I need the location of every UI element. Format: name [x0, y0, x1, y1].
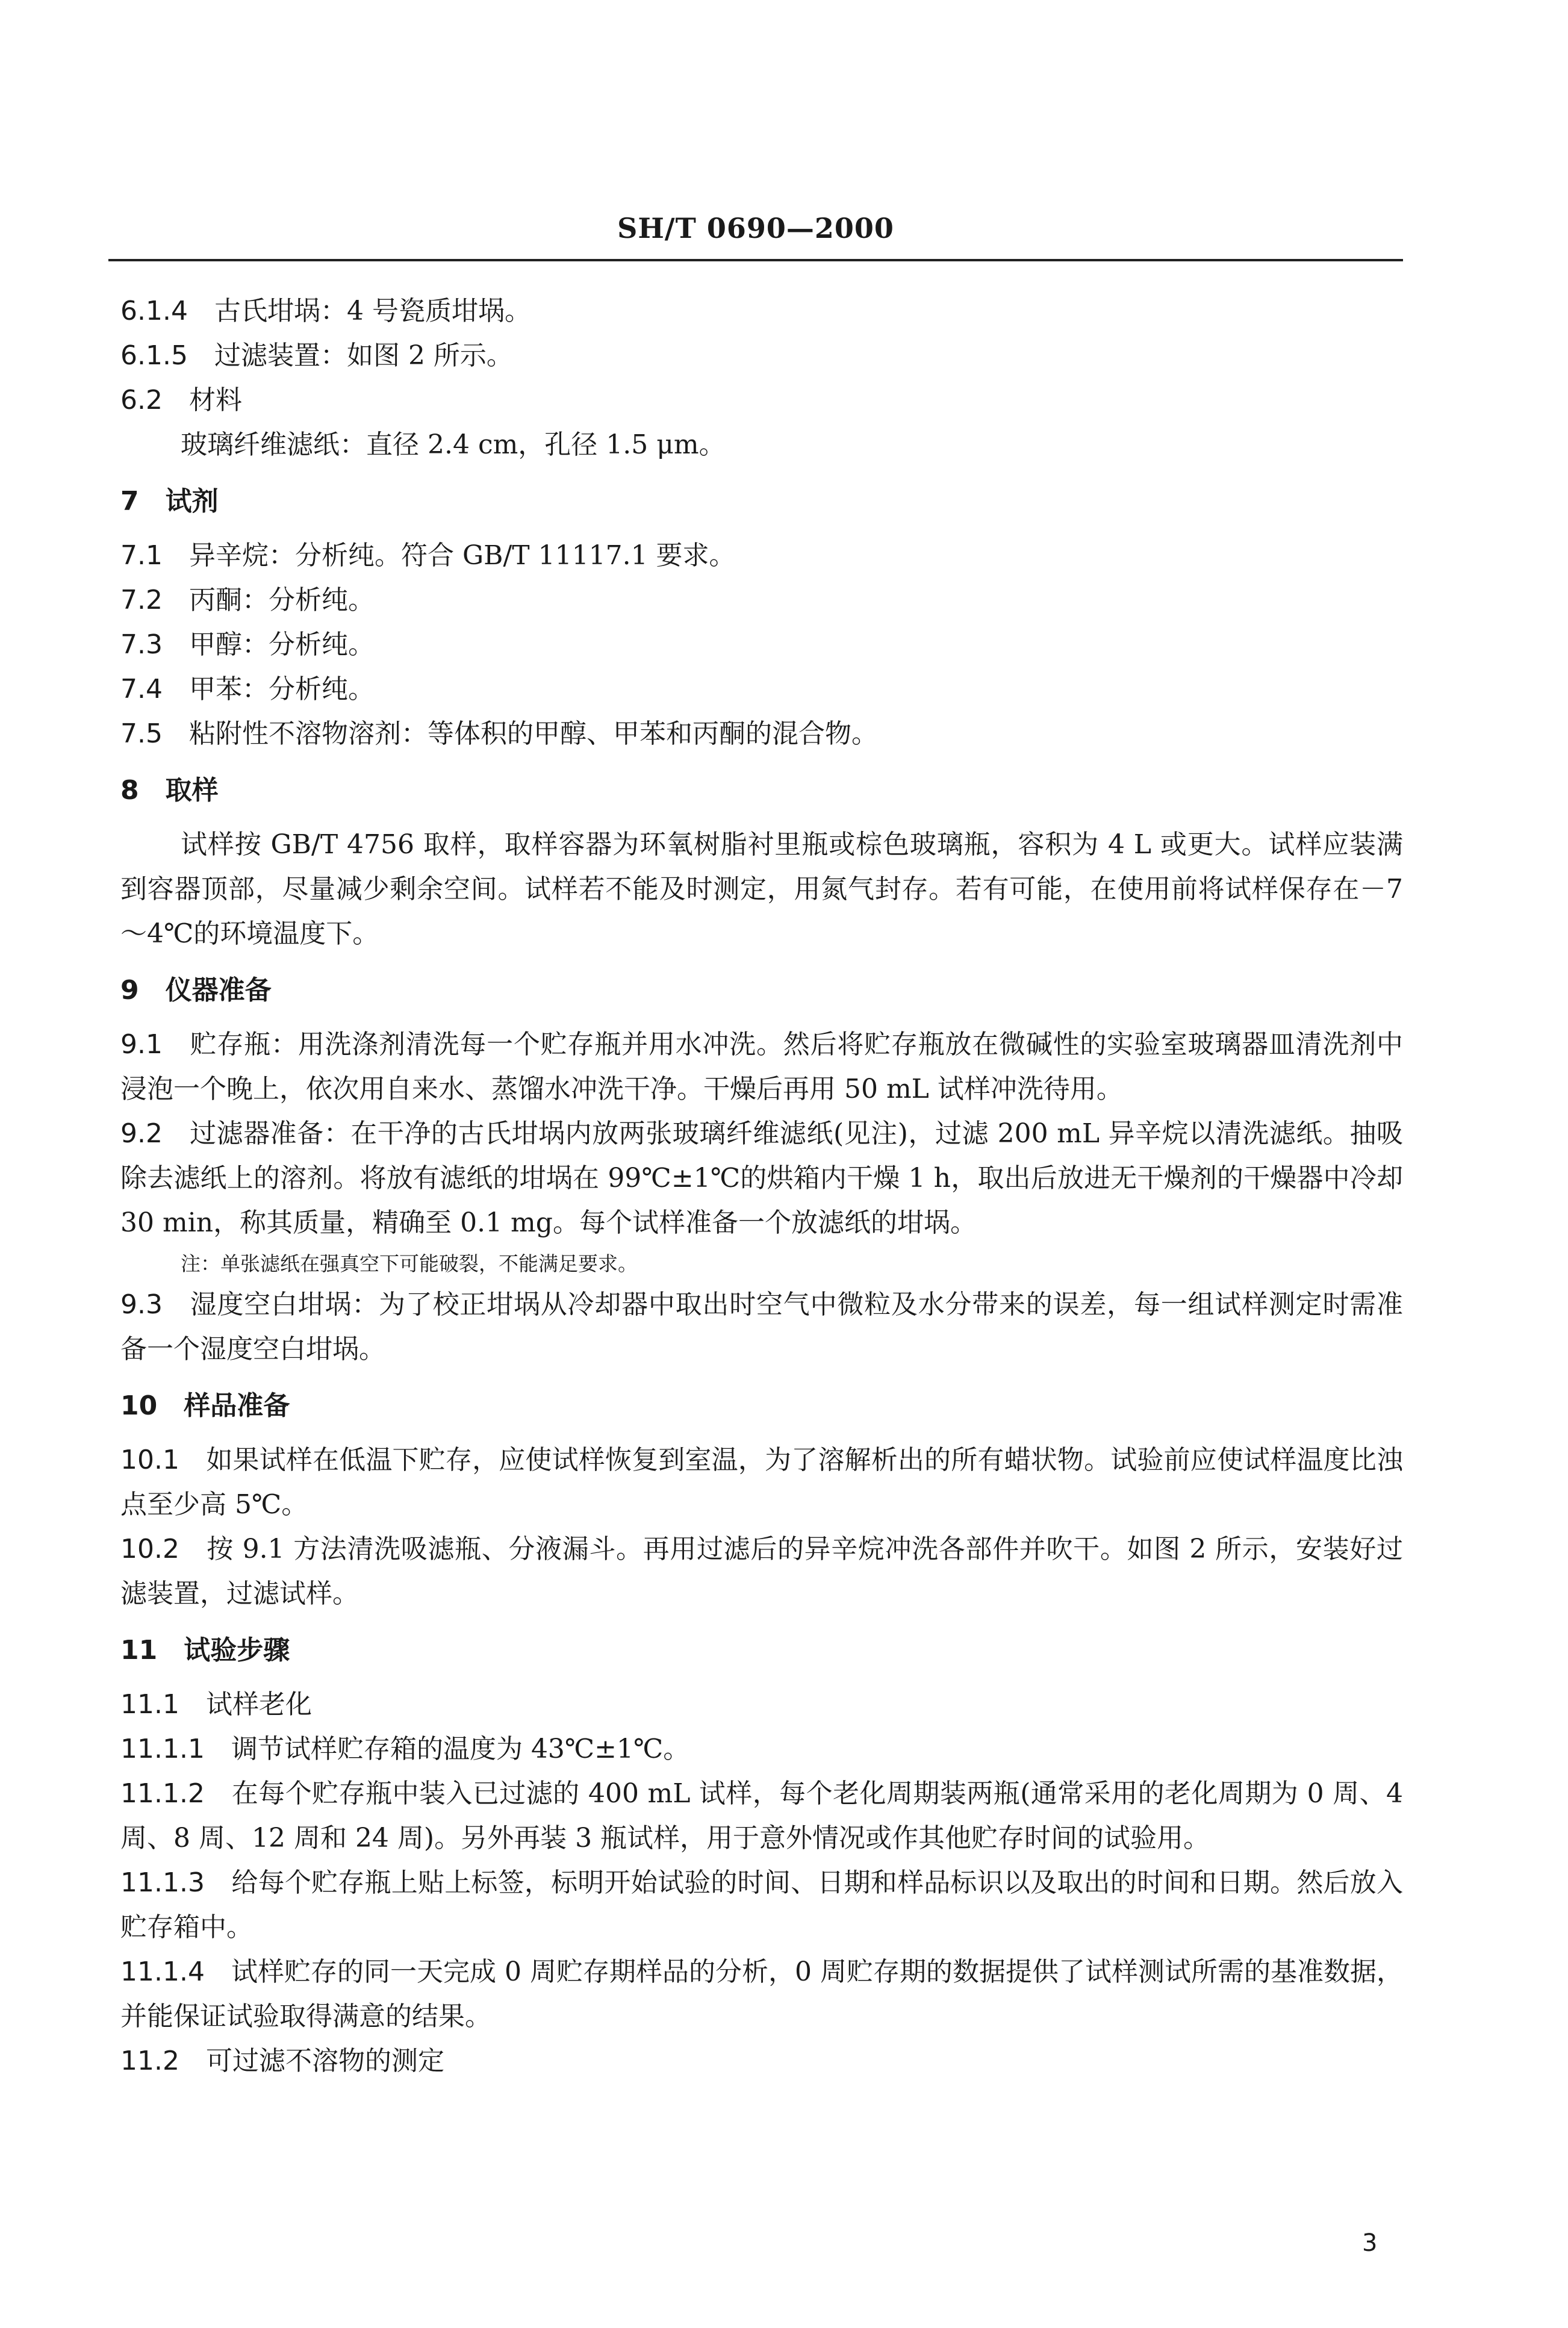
list-item: 11.1 试样老化	[120, 1689, 312, 1720]
list-item: 6.2 材料	[120, 385, 242, 415]
paragraph: 10.1 如果试样在低温下贮存，应使试样恢复到室温，为了溶解析出的所有蜡状物。试验前应使试样温度比浊点至少高 5℃。	[120, 1445, 1404, 1520]
section-heading: 9 仪器准备	[120, 975, 272, 1006]
section-heading: 10 样品准备	[120, 1390, 290, 1421]
list-item: 11.1.1 调节试样贮存箱的温度为 43℃±1℃。	[120, 1734, 690, 1764]
section-heading: 7 试剂	[120, 486, 219, 517]
document-body	[120, 289, 1403, 2084]
list-item: 7.4 甲苯：分析纯。	[120, 674, 375, 705]
paragraph: 11.1.2 在每个贮存瓶中装入已过滤的 400 mL 试样，每个老化周期装两瓶(通常采用的老化周期为 0 周、4 周、8 周、12 周和 24 周)。另外再装 3 瓶试样，用于意外情况或作其他贮存时间的试验用。	[120, 1778, 1403, 1853]
paragraph: 9.2 过滤器准备：在干净的古氏坩埚内放两张玻璃纤维滤纸(见注)，过滤 200 mL 异辛烷以清洗滤纸。抽吸除去滤纸上的溶剂。将放有滤纸的坩埚在 99℃±1℃的烘箱内干燥 1 h，取出后放进无干燥剂的干燥器中冷却 30 min，称其质量，精确至 0.1 mg。每个试样准备一个放滤纸的坩埚。	[120, 1118, 1403, 1238]
list-item: 7.2 丙酮：分析纯。	[120, 585, 375, 615]
list-item: 7.1 异辛烷：分析纯。符合 GB/T 11117.1 要求。	[120, 540, 736, 571]
list-item: 11.2 可过滤不溶物的测定	[120, 2046, 444, 2076]
list-item: 6.1.5 过滤装置：如图 2 所示。	[120, 340, 513, 371]
paragraph: 试样按 GB/T 4756 取样，取样容器为环氧树脂衬里瓶或棕色玻璃瓶，容积为 4 L 或更大。试样应装满到容器顶部，尽量减少剩余空间。试样若不能及时测定，用氮气封存。若有可能，在使用前将试样保存在－7～4℃的环境温度下。	[120, 829, 1403, 949]
section-heading: 8 取样	[120, 775, 219, 806]
list-item: 7.5 粘附性不溶物溶剂：等体积的甲醇、甲苯和丙酮的混合物。	[120, 718, 878, 749]
paragraph: 11.1.3 给每个贮存瓶上贴上标签，标明开始试验的时间、日期和样品标识以及取出的时间和日期。然后放入贮存箱中。	[120, 1867, 1404, 1943]
page-number: 3	[1362, 2229, 1378, 2257]
page-header: SH/T 0690—2000	[617, 212, 894, 244]
paragraph: 10.2 按 9.1 方法清洗吸滤瓶、分液漏斗。再用过滤后的异辛烷冲洗各部件并吹干。如图 2 所示，安装好过滤装置，过滤试样。	[120, 1534, 1403, 1609]
note: 注：单张滤纸在强真空下可能破裂，不能满足要求。	[181, 1252, 638, 1275]
paragraph: 玻璃纤维滤纸：直径 2.4 cm，孔径 1.5 μm。	[181, 429, 726, 460]
list-item: 7.3 甲醇：分析纯。	[120, 629, 375, 660]
paragraph: 9.1 贮存瓶：用洗涤剂清洗每一个贮存瓶并用水冲洗。然后将贮存瓶放在微碱性的实验室玻璃器皿清洗剂中浸泡一个晚上，依次用自来水、蒸馏水冲洗干净。干燥后再用 50 mL 试样冲洗待用。	[120, 1029, 1404, 1104]
list-item: 6.1.4 古氏坩埚：4 号瓷质坩埚。	[120, 296, 531, 326]
paragraph: 9.3 湿度空白坩埚：为了校正坩埚从冷却器中取出时空气中微粒及水分带来的误差，每一组试样测定时需准备一个湿度空白坩埚。	[120, 1289, 1404, 1365]
paragraph: 11.1.4 试样贮存的同一天完成 0 周贮存期样品的分析，0 周贮存期的数据提供了试样测试所需的基准数据，并能保证试验取得满意的结果。	[120, 1956, 1404, 2032]
header-rule	[108, 259, 1403, 261]
section-heading: 11 试验步骤	[120, 1635, 290, 1666]
